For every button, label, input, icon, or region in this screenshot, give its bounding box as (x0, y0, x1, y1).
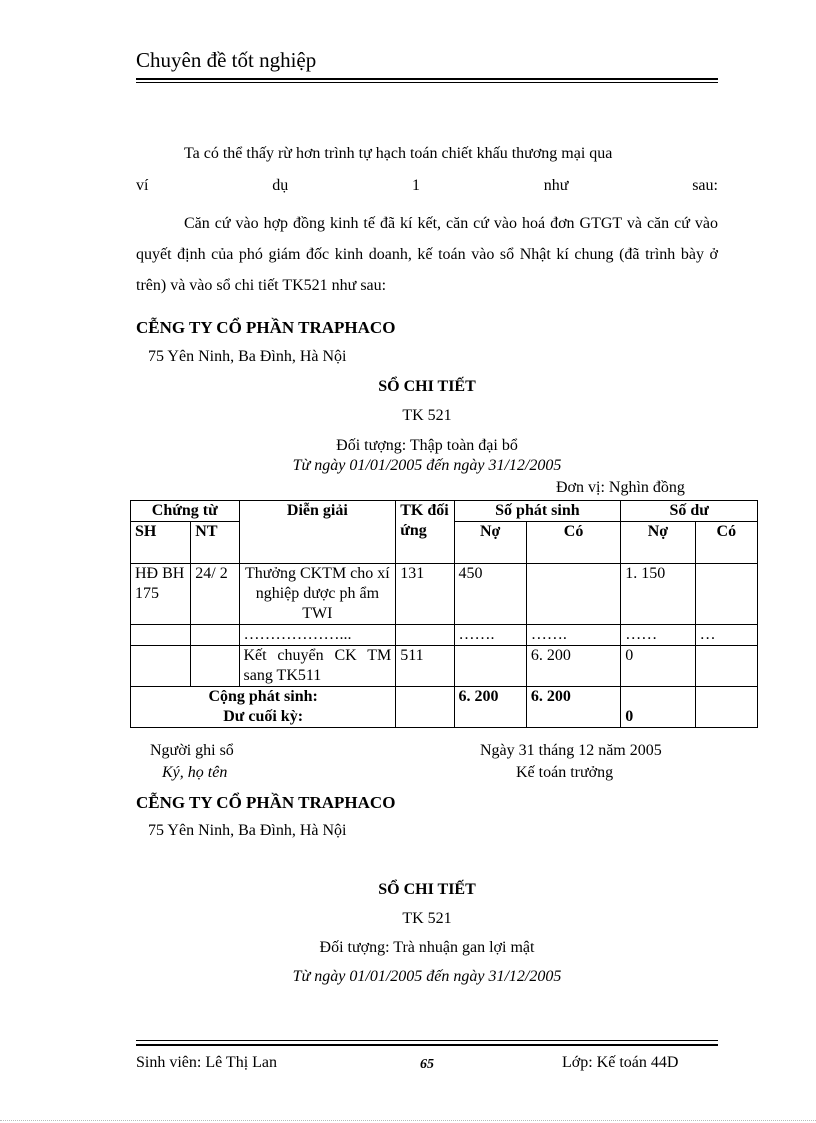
cell-du-no: …… (621, 625, 695, 646)
cell-tk: 131 (396, 564, 454, 625)
intro-word: ví (136, 177, 149, 194)
footer-rule-bottom (136, 1044, 718, 1046)
total-ps-co: 6. 200 (526, 687, 620, 728)
cell-du-co (695, 646, 757, 687)
company-address: 75 Yên Ninh, Ba Đình, Hà Nội (148, 348, 347, 365)
sign-left-sub: Ký, họ tên (162, 764, 228, 781)
cell-desc: Kết chuyển CK TM sang TK511 (239, 646, 396, 687)
ledger-subject: Đối tượng: Thập toàn đại bổ (336, 437, 518, 454)
cell-desc: ………………... (239, 625, 396, 646)
cell-ps-co: ……. (526, 625, 620, 646)
ledger-period: Từ ngày 01/01/2005 đến ngày 31/12/2005 (292, 968, 562, 985)
page-edge (0, 1120, 816, 1121)
header-so-du: Số dư (621, 501, 758, 522)
total-labels (131, 687, 396, 728)
header-so-phat-sinh: Số phát sinh (454, 501, 621, 522)
cell-nt (191, 646, 239, 687)
footer-page-number: 65 (420, 1057, 434, 1072)
sign-right-date: Ngày 31 tháng 12 năm 2005 (480, 742, 662, 759)
cell-ps-co: 6. 200 (526, 646, 620, 687)
cell-nt (191, 625, 239, 646)
header-title: Chuyên đề tốt nghiệp (136, 48, 317, 72)
header-ps-co: Có (526, 522, 620, 564)
ledger-unit: Đơn vị: Nghìn đồng (556, 479, 685, 496)
intro-line-2 (136, 170, 718, 201)
total-ps-no: 6. 200 (454, 687, 526, 728)
cell-du-co: … (695, 625, 757, 646)
sign-right-title: Kế toán trưởng (516, 764, 614, 781)
cell-tk (396, 687, 454, 728)
header-rule-top (136, 78, 718, 80)
table-row (131, 625, 758, 646)
header-du-no: Nợ (621, 522, 695, 564)
ledger-subject: Đối tượng: Trà nhuận gan lợi mật (319, 939, 535, 956)
header-rule-bottom (136, 82, 718, 83)
table-row (131, 564, 758, 625)
cell-nt: 24/ 2 (191, 564, 239, 625)
closing-label: Dư cuối kỳ: (223, 708, 304, 725)
cell-desc: Thưởng CKTM cho xí nghiệp dược ph ẩm TWI (239, 564, 396, 625)
ledger-account: TK 521 (402, 407, 452, 424)
header-tk-doi-ung: TK đối ứng (396, 501, 454, 564)
footer-class: Lớp: Kế toán 44D (562, 1054, 679, 1071)
ledger-title: SỔ CHI TIẾT (378, 378, 476, 395)
header-chung-tu: Chứng từ (131, 501, 240, 522)
table-total-row (131, 687, 758, 728)
header-du-co: Có (695, 522, 757, 564)
table-row (131, 646, 758, 687)
cell-ps-co (526, 564, 620, 625)
cell-sh (131, 625, 191, 646)
cell-ps-no (454, 646, 526, 687)
intro-word: như (543, 177, 569, 194)
intro-word: sau: (692, 177, 718, 194)
ledger-period: Từ ngày 01/01/2005 đến ngày 31/12/2005 (292, 457, 562, 474)
company-name: CỄNG TY CỔ PHẦN TRAPHACO (136, 793, 396, 812)
header-nt: NT (191, 522, 239, 564)
ledger-title: SỔ CHI TIẾT (378, 881, 476, 898)
intro-paragraph-2: Căn cứ vào hợp đồng kinh tế đã kí kết, căn cứ vào hoá đơn GTGT và căn cứ vào quyết định của phó giám đốc kinh doanh, kế toán vào sổ Nhật kí chung (đã trình bày ở trên) và vào sổ chi tiết TK521 như sau: (136, 215, 718, 294)
cell-ps-no: ……. (454, 625, 526, 646)
cell-du-co (695, 687, 757, 728)
intro-word: dụ (272, 177, 289, 194)
cell-ps-no: 450 (454, 564, 526, 625)
header-sh: SH (131, 522, 191, 564)
cell-sh (131, 646, 191, 687)
company-name: CỄNG TY CỔ PHẦN TRAPHACO (136, 318, 396, 337)
cell-tk (396, 625, 454, 646)
ledger-table (130, 500, 758, 728)
ledger-account: TK 521 (402, 910, 452, 927)
cell-du-co (695, 564, 757, 625)
footer-student: Sinh viên: Lê Thị Lan (136, 1054, 278, 1071)
intro-line-1: Ta có thể thấy rừ hơn trình tự hạch toán chiết khấu thương mại qua (184, 145, 613, 162)
header-ps-no: Nợ (454, 522, 526, 564)
cell-sh: HĐ BH 175 (131, 564, 191, 625)
header-dien-giai: Diễn giải (239, 501, 396, 564)
total-label: Cộng phát sinh: (208, 688, 318, 705)
intro-word: 1 (411, 177, 420, 194)
cell-du-no: 1. 150 (621, 564, 695, 625)
cell-du-no: 0 (621, 646, 695, 687)
table-header-row (131, 501, 758, 522)
cell-tk: 511 (396, 646, 454, 687)
sign-left-title: Người ghi sổ (150, 742, 234, 759)
footer-rule-top (136, 1040, 718, 1041)
closing-du-no: 0 (621, 687, 695, 728)
company-address: 75 Yên Ninh, Ba Đình, Hà Nội (148, 822, 347, 839)
